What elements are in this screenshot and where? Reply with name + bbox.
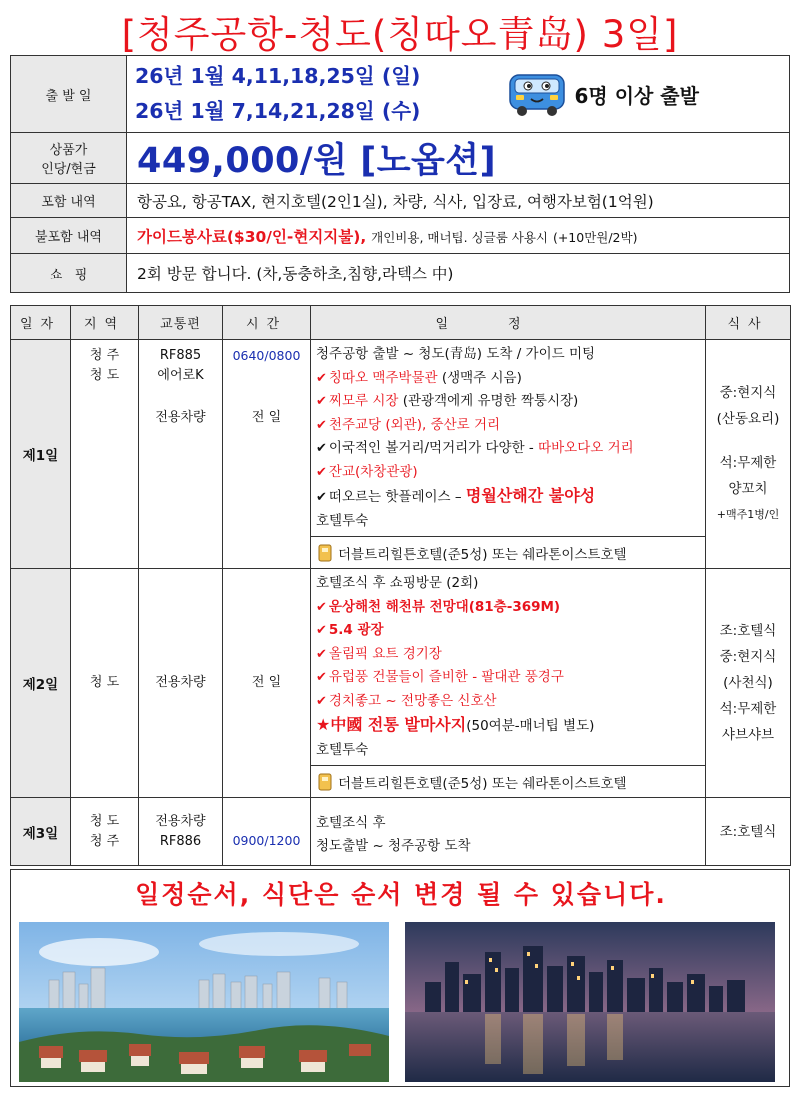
- day1-item-2: ✔ 칭따오 맥주박물관 (생맥주 시음): [316, 369, 522, 386]
- day2-time: 전 일: [223, 569, 311, 798]
- check-icon: ✔: [316, 490, 327, 505]
- day1-region-2: 청 도: [89, 368, 120, 383]
- itinerary-table: [10, 305, 791, 866]
- day2-item-1: 호텔조식 후 쇼핑방문 (2회): [316, 575, 479, 591]
- departure-line-1: 26년 1월 4,11,18,25일 (일): [135, 64, 421, 88]
- day2-meals: [706, 569, 791, 798]
- day1-region-1: 청 주: [89, 348, 120, 363]
- min-people-cell: [507, 56, 790, 133]
- qingdao-coast-photo: [19, 922, 389, 1082]
- day2-item-3: ✔ 5.4 광장: [316, 622, 384, 638]
- excluded-guide-fee: 가이드봉사료($30/인-현지지불),: [137, 227, 367, 246]
- header-schedule: 일정: [311, 306, 706, 340]
- day2-meal-1: 조:호텔식: [719, 623, 777, 639]
- day1-meal-2: (산동요리): [716, 411, 780, 427]
- itinerary-header: [11, 306, 791, 340]
- qingdao-night-skyline-photo: [405, 922, 775, 1082]
- day2-hotel: 더블트리힐튼호텔(준5성) 또는 쉐라톤이스트호텔: [311, 772, 705, 792]
- day1-transport-2: 에어로K: [157, 368, 204, 383]
- check-icon: ✔: [316, 670, 327, 685]
- day2-item-8: 호텔투숙: [316, 741, 369, 758]
- day3-item-2: 청도출발 ~ 청주공항 도착: [316, 838, 471, 854]
- day3-region-1: 청 도: [89, 813, 120, 829]
- star-icon: ★: [316, 715, 331, 734]
- day3-region-2: 청 주: [89, 833, 120, 849]
- included-label: 포함 내역: [11, 184, 127, 218]
- day2-item-5: ✔ 유럽풍 건물들이 즐비한 - 팔대관 풍경구: [316, 669, 564, 685]
- day1-row: [11, 340, 791, 537]
- day1-time-2: 전 일: [251, 410, 282, 425]
- day1-time: [223, 340, 311, 569]
- excluded-value: [127, 218, 790, 254]
- day1-transport: [139, 340, 223, 569]
- day1-transport-1: RF885: [159, 348, 202, 363]
- check-icon: ✔: [316, 441, 327, 456]
- header-meal: 식사: [706, 306, 791, 340]
- check-icon: ✔: [316, 370, 327, 386]
- day1-item-7: ✔ 떠오르는 핫플레이스 – 명월산해간 불야성: [316, 486, 596, 505]
- bottom-section: [10, 869, 790, 1087]
- day3-transport: [139, 798, 223, 866]
- shopping-label: 쇼 핑: [11, 254, 127, 293]
- day3-label: 제3일: [11, 798, 71, 866]
- day2-row: [11, 569, 791, 766]
- shopping-value: 2회 방문 합니다. (차,동충하초,침향,라텍스 中): [127, 254, 790, 293]
- day1-hotel: 더블트리힐튼호텔(준5성) 또는 쉐라톤이스트호텔: [311, 543, 705, 563]
- day1-item-5: ✔ 이국적인 볼거리/먹거리가 다양한 - 따바오다오 거리: [316, 440, 634, 456]
- check-icon: ✔: [316, 599, 327, 615]
- day1-hotel-cell: [311, 537, 706, 569]
- header-time: 시간: [223, 306, 311, 340]
- day2-meal-4: 석:무제한: [719, 701, 777, 717]
- day2-item-4: ✔ 올림픽 요트 경기장: [316, 645, 442, 662]
- day2-item-7: ★中國 전통 발마사지(50여분-매너팁 별도): [316, 715, 595, 734]
- day1-transport-3: 전용차량: [155, 410, 206, 425]
- included-value: 항공요, 항공TAX, 현지호텔(2인1실), 차량, 식사, 입장료, 여행자보험(1억원): [127, 184, 790, 218]
- day3-transport-2: RF886: [159, 833, 202, 849]
- day1-meals: [706, 340, 791, 569]
- day1-meal-1: 중:현지식: [719, 385, 777, 401]
- check-icon: ✔: [316, 646, 327, 662]
- price-label-2: 인당/현금: [41, 162, 96, 177]
- day3-row: [11, 798, 791, 866]
- day1-label: 제1일: [11, 340, 71, 569]
- day1-item-3: ✔ 찌모루 시장 (관광객에게 유명한 짝퉁시장): [316, 393, 579, 409]
- day3-time: 0900/1200: [223, 798, 311, 866]
- check-icon: ✔: [316, 394, 327, 409]
- day1-item-4: ✔ 천주교당 (외관), 중산로 거리: [316, 416, 501, 433]
- day3-schedule: [311, 798, 706, 866]
- day2-meal-3: (사천식): [723, 675, 773, 691]
- day3-item-1: 호텔조식 후: [316, 814, 386, 831]
- day1-item-6: ✔ 잔교(차창관광): [316, 463, 418, 480]
- day1-meal-4: 양꼬치: [728, 481, 768, 497]
- day3-region: [71, 798, 139, 866]
- departure-label: 출 발 일: [11, 56, 127, 133]
- excluded-single: (+10만원/2박): [552, 229, 638, 245]
- min-people-text: 6명 이상 출발: [574, 83, 699, 108]
- header-region: 지역: [71, 306, 139, 340]
- summary-table: [10, 55, 790, 293]
- day1-schedule: [311, 340, 706, 537]
- departure-line-2: 26년 1월 7,14,21,28일 (수): [135, 99, 421, 123]
- hotel-icon: [317, 772, 333, 792]
- change-notice: 일정순서, 식단은 순서 변경 될 수 있습니다.: [135, 880, 667, 909]
- hotel-icon: [317, 543, 333, 563]
- day1-meal-3: 석:무제한: [719, 455, 777, 471]
- day2-transport: 전용차량: [139, 569, 223, 798]
- bus-icon: [507, 69, 569, 119]
- day1-item-1: 청주공항 출발 ~ 청도(青岛) 도착 / 가이드 미팅: [316, 346, 596, 362]
- min-people: [507, 69, 790, 119]
- check-icon: ✔: [316, 464, 327, 480]
- day2-hotel-cell: [311, 766, 706, 798]
- day2-meal-5: 샤브샤브: [721, 727, 775, 743]
- header-date: 일자: [11, 306, 71, 340]
- day1-time-1: 0640/0800: [232, 348, 301, 363]
- day3-transport-1: 전용차량: [155, 813, 206, 829]
- price-label: [11, 133, 127, 184]
- page-title: [청주공항-청도(칭따오青岛) 3일]: [121, 13, 679, 56]
- price-value: 449,000/원 [노옵션]: [127, 133, 790, 184]
- day2-region: 청 도: [71, 569, 139, 798]
- day1-region: [71, 340, 139, 569]
- day2-item-2: ✔ 운상해천 해천뷰 전망대(81층-369M): [316, 598, 561, 615]
- day1-item-8: 호텔투숙: [316, 512, 369, 529]
- price-label-1: 상품가: [49, 143, 88, 158]
- excluded-label: 불포함 내역: [11, 218, 127, 254]
- check-icon: ✔: [316, 417, 327, 433]
- check-icon: ✔: [316, 623, 327, 638]
- day3-meal: 조:호텔식: [706, 798, 791, 866]
- day2-item-6: ✔ 경치좋고 ~ 전망좋은 신호산: [316, 692, 497, 709]
- day1-meal-5: +맥주1병/인: [716, 508, 780, 521]
- departure-dates: [127, 56, 507, 133]
- excluded-rest: 개인비용, 매너팁. 싱글룸 사용시: [371, 229, 548, 245]
- check-icon: ✔: [316, 693, 327, 709]
- day2-label: 제2일: [11, 569, 71, 798]
- day2-schedule: [311, 569, 706, 766]
- header-transport: 교통편: [139, 306, 223, 340]
- day2-meal-2: 중:현지식: [719, 649, 777, 665]
